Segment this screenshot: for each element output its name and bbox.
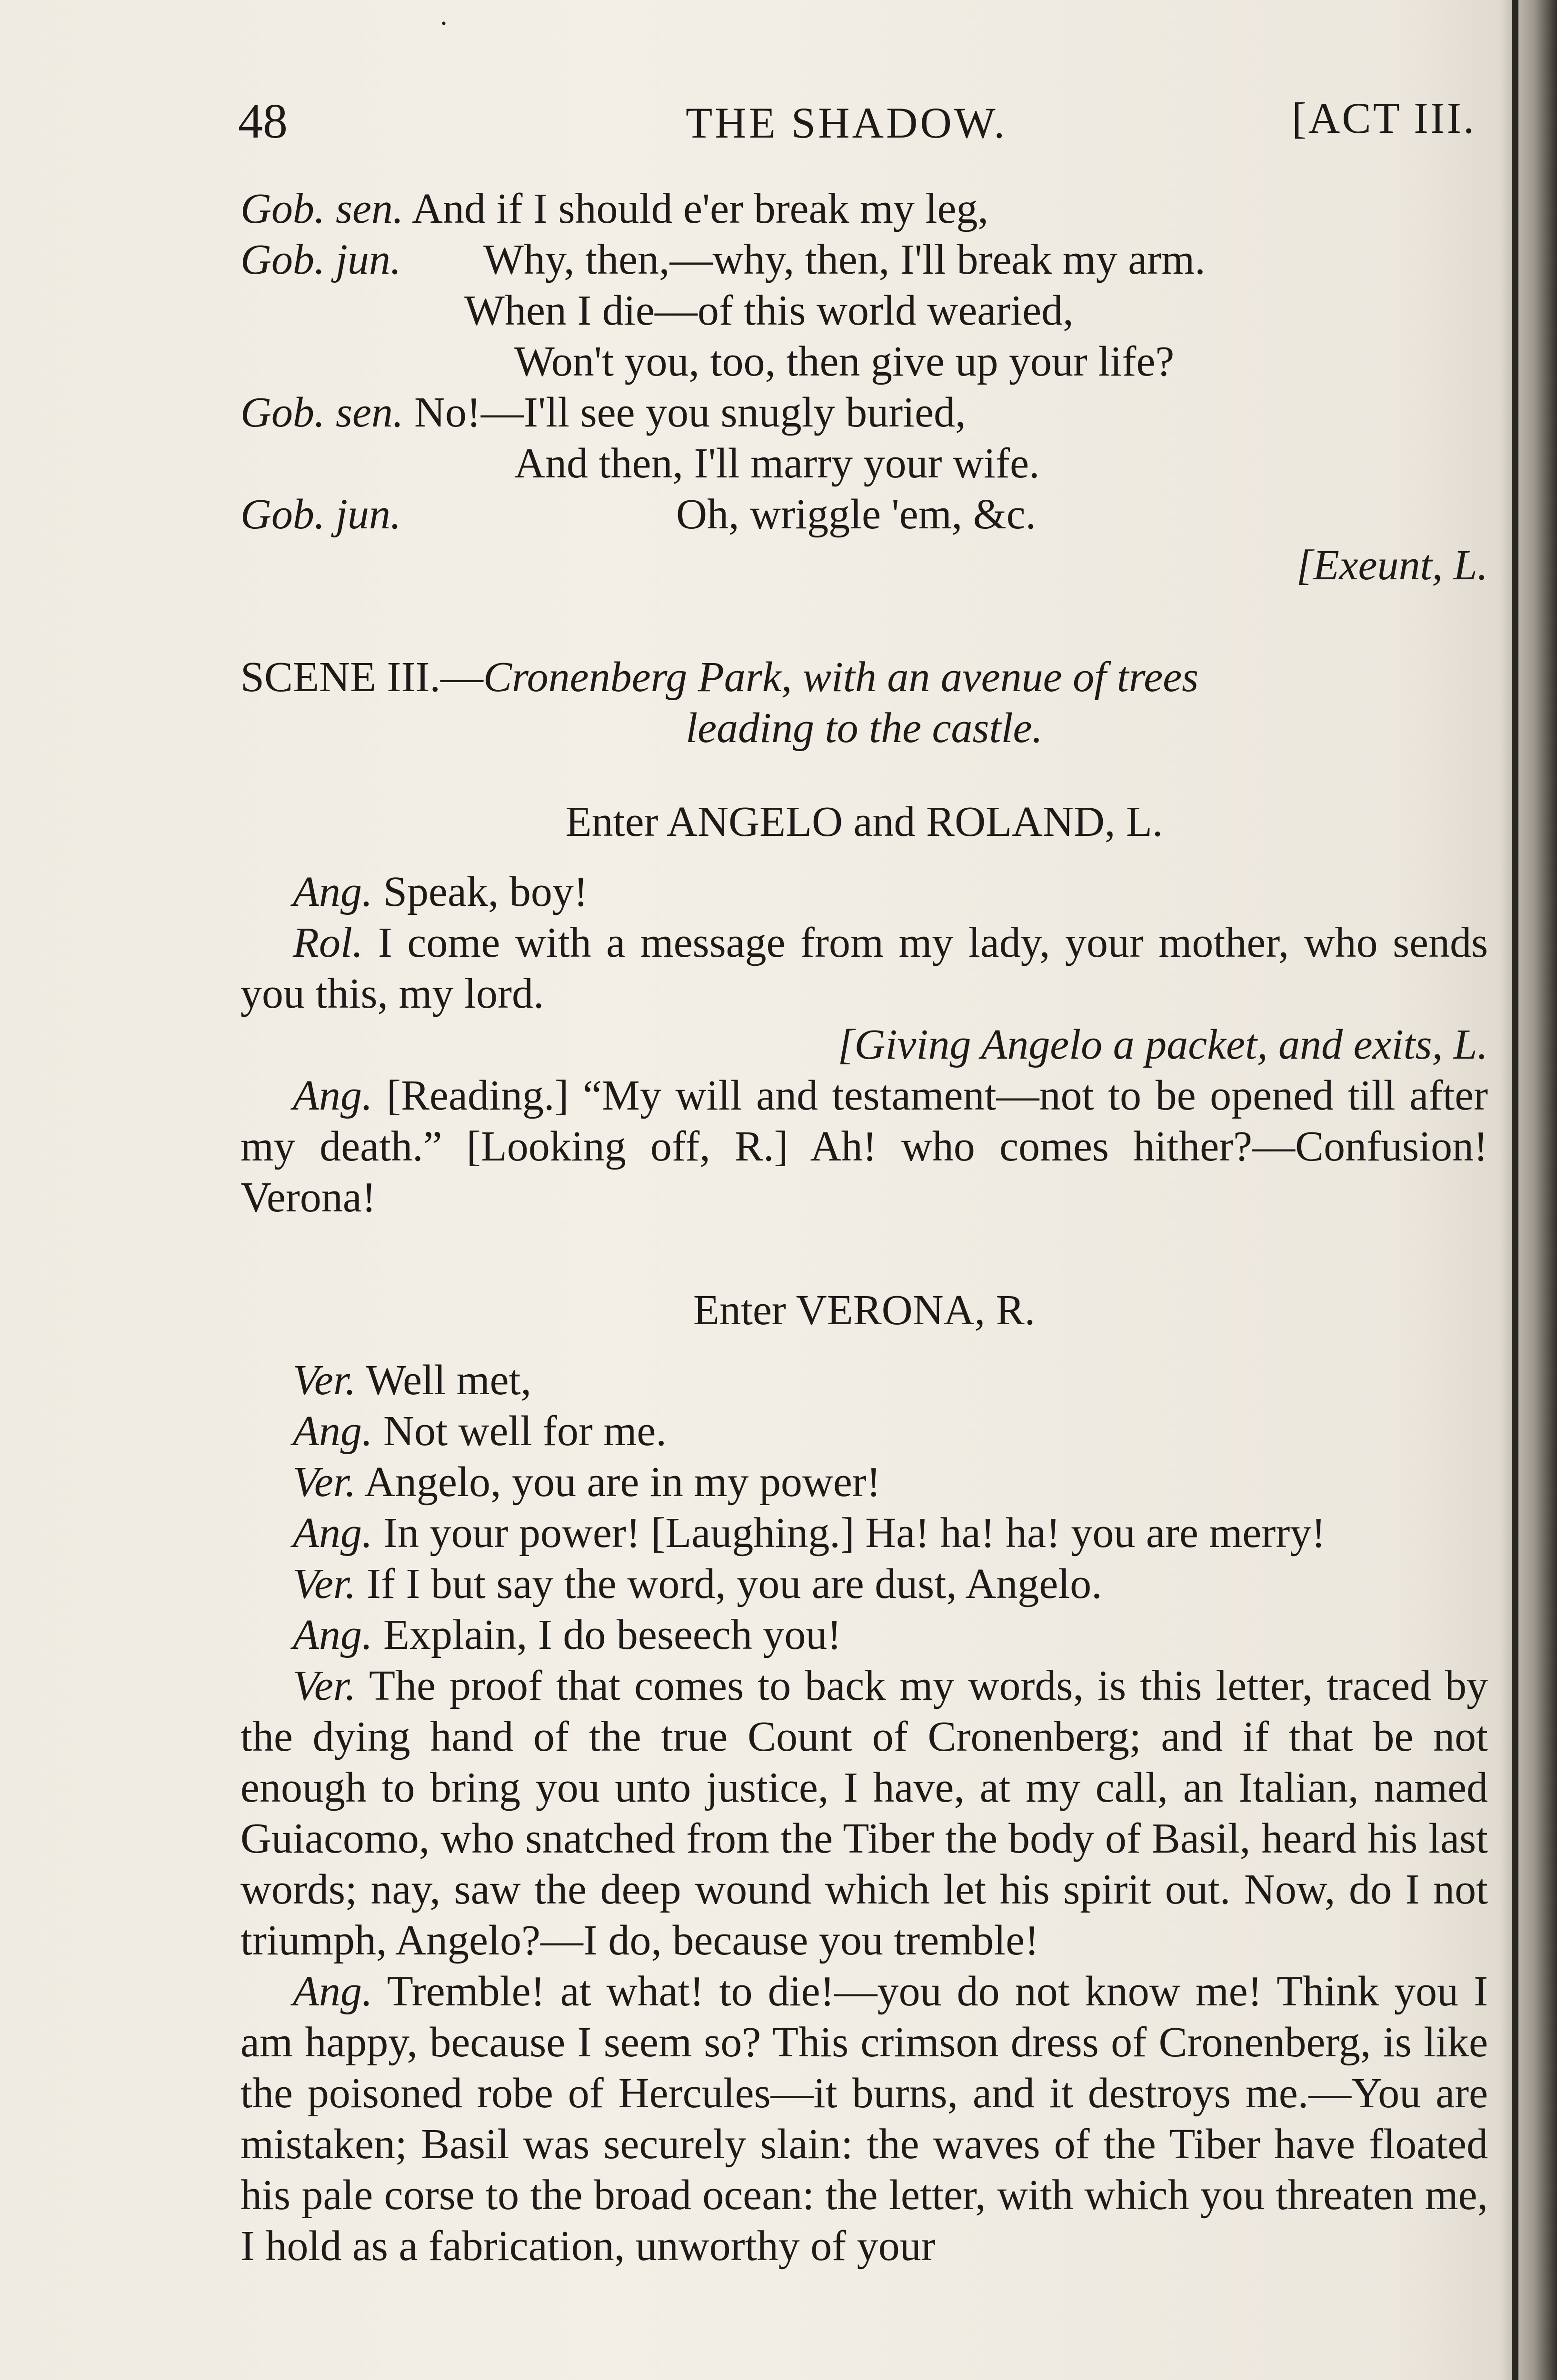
print-speck: ·	[439, 8, 449, 39]
scene-title: SCENE III.—	[240, 654, 483, 701]
dialogue-line	[240, 1406, 1488, 1457]
speaker: Ang.	[293, 1611, 373, 1658]
speaker: Gob. sen.	[240, 389, 404, 436]
line-text: Won't you, too, then give up your life?	[514, 338, 1175, 385]
speaker: Gob. jun.	[240, 491, 401, 538]
spine-shadow	[1500, 0, 1557, 2380]
stage-direction: [Giving Angelo a packet, and exits, L.	[838, 1021, 1488, 1068]
line-text: No!—I'll see you snugly buried,	[414, 389, 966, 436]
dialogue-line	[240, 1660, 1488, 1966]
line-text: Angelo, you are in my power!	[364, 1458, 881, 1506]
page-number: 48	[238, 94, 288, 149]
line-text: Not well for me.	[383, 1408, 667, 1455]
line-text: And then, I'll marry your wife.	[514, 440, 1040, 487]
entrance-direction: Enter ANGELO and ROLAND, L.	[565, 798, 1163, 845]
speaker: Rol.	[293, 919, 363, 966]
speaker: Gob. jun.	[240, 236, 401, 283]
dialogue-line	[240, 1966, 1488, 2271]
line-text: When I die—of this world wearied,	[464, 287, 1074, 334]
scene-description: Cronenberg Park, with an avenue of trees	[483, 654, 1199, 701]
scene-heading	[240, 652, 1488, 754]
verse-line	[240, 234, 1488, 285]
speaker: Ang.	[293, 1509, 373, 1557]
line-text: If I but say the word, you are dust, Angelo.	[367, 1560, 1102, 1607]
running-title: THE SHADOW.	[686, 99, 1008, 147]
speaker: Ang.	[293, 868, 373, 915]
line-text: The proof that comes to back my words, is this letter, traced by the dying hand of the true Count of Cronenberg; and if that be not enough to bring you unto justice, I have, at my call, an Italian, named Guiacomo, who snatched from the Tiber the body of Basil, heard his last words; nay, saw the deep wound which let his spirit out. Now, do I not triumph, Angelo?—I do, because you tremble!	[240, 1662, 1488, 1964]
speaker: Ang.	[293, 1072, 373, 1119]
line-text: In your power! [Laughing.] Ha! ha! ha! you are merry!	[383, 1509, 1326, 1557]
verse-line	[240, 183, 1488, 234]
dialogue-line	[240, 866, 1488, 917]
line-text: Well met,	[366, 1357, 532, 1404]
line-text: Tremble! at what! to die!—you do not know me! Think you I am happy, because I seem so? This crimson dress of Cronenberg, is like the poisoned robe of Hercules—it burns, and it destroys me.—You are mistaken; Basil was securely slain: the waves of the Tiber have floated his pale corse to the broad ocean: the letter, with which you threaten me, I hold as a fabrication, unworthy of your	[240, 1968, 1488, 2270]
dialogue-line	[240, 1457, 1488, 1507]
dialogue-line	[240, 1609, 1488, 1660]
speaker: Ver.	[293, 1357, 356, 1404]
speaker: Ver.	[293, 1458, 356, 1506]
line-text: Oh, wriggle 'em, &c.	[676, 491, 1037, 538]
dialogue-line	[240, 1507, 1488, 1558]
speaker: Gob. sen.	[240, 185, 404, 232]
dialogue-line	[240, 1070, 1488, 1223]
entrance-direction: Enter VERONA, R.	[693, 1287, 1036, 1334]
verse-line	[240, 336, 1488, 387]
line-text: Speak, boy!	[383, 868, 588, 915]
speaker: Ang.	[293, 1408, 373, 1455]
page-header	[238, 93, 1476, 150]
speaker: Ver.	[293, 1560, 356, 1607]
scene-description-cont: leading to the castle.	[686, 704, 1043, 752]
line-text: Why, then,—why, then, I'll break my arm.	[483, 236, 1206, 283]
verse-line	[240, 387, 1488, 438]
speaker: Ang.	[293, 1968, 373, 2015]
verse-line	[240, 489, 1488, 540]
verse-line	[240, 438, 1488, 489]
page-body	[240, 183, 1488, 2271]
dialogue-line	[240, 1355, 1488, 1406]
line-text: I come with a message from my lady, your mother, who sends you this, my lord.	[240, 919, 1488, 1017]
stage-direction: [Exeunt, L.	[1296, 542, 1488, 589]
dialogue-line	[240, 1558, 1488, 1609]
line-text: [Reading.] “My will and testament—not to be opened till after my death.” [Looking off, R.] Ah! who comes hither?—Confusion! Verona!	[240, 1072, 1488, 1221]
verse-line	[240, 285, 1488, 336]
dialogue-line	[240, 917, 1488, 1019]
act-label: [ACT III.	[1292, 94, 1476, 142]
speaker: Ver.	[293, 1662, 356, 1709]
line-text: And if I should e'er break my leg,	[412, 185, 988, 232]
line-text: Explain, I do beseech you!	[383, 1611, 842, 1658]
